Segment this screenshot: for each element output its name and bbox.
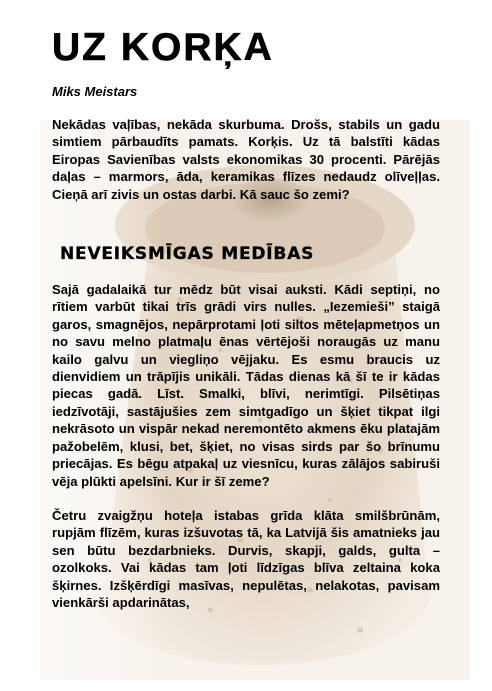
section-title: NEVEIKSMĪGAS MEDĪBAS	[60, 244, 315, 265]
body-paragraph: Četru zvaigžņu hoteļa istabas grīda klāta smilšbrūnām, rupjām flīzēm, kuras izšuvotas tā, ka Latvijā šis amatnieks jau sen būtu bezdarbnieks. Durvis, skapji, galds, gulta – ozolkoks. Vai kādas tam ļoti līdzīgas blīva zeltaina koka šķirnes. Izšķērdīgi masīvas, nepulētas, nelakotas, pavisam vienkārši apdarinātas,	[52, 507, 440, 610]
body-paragraph: Sajā gadalaikā tur mēdz būt visai auksti. Kādi septiņi, no rītiem varbūt tikai trīs grādi virs nulles. „Iezemieši” staigā garos, smagnējos, nepārprotami ļoti siltos mēteļapmetņos un no savu melno platmaļu ēnas vērtējoši noraugās uz manu kailo galvu un viegliņo vējjaku. Es esmu braucis uz dienvidiem un trāpījis unikāli. Tādas dienas kā šī te ir kādas piecas gadā. Līst. Smalki, blīvi, nerimtīgi. Pilsētiņas iedzīvotāji, sastājušies zem simtgadīgo un šķiet tikpat ilgi nekrāsoto un vispār nekad neremontēto akmens ēku platajām pažobelēm, klusi, bet, šķiet, no visas sirds par šo brīnumu priecājas. Es bēgu atpakaļ uz viesnīcu, kuras zālājos sabiruši vēja plūkti apelsīni. Kur ir šī zeme?	[52, 282, 440, 489]
article-content	[52, 26, 440, 611]
article-title: UZ KORĶA	[52, 26, 274, 69]
intro-paragraph: Nekādas vaļības, nekāda skurbuma. Drošs, stabils un gadu simtiem pārbaudīts pamats. Korķis. Uz tā balstīti kādas Eiropas Savienības valsts ekonomikas 30 procenti. Pārējās daļas – marmors, āda, keramikas flīzes nedaudz olīveļļas. Cieņā arī zivis un ostas darbi. Kā sauc šo zemi?	[52, 117, 440, 202]
article-author: Miks Meistars	[52, 84, 138, 99]
